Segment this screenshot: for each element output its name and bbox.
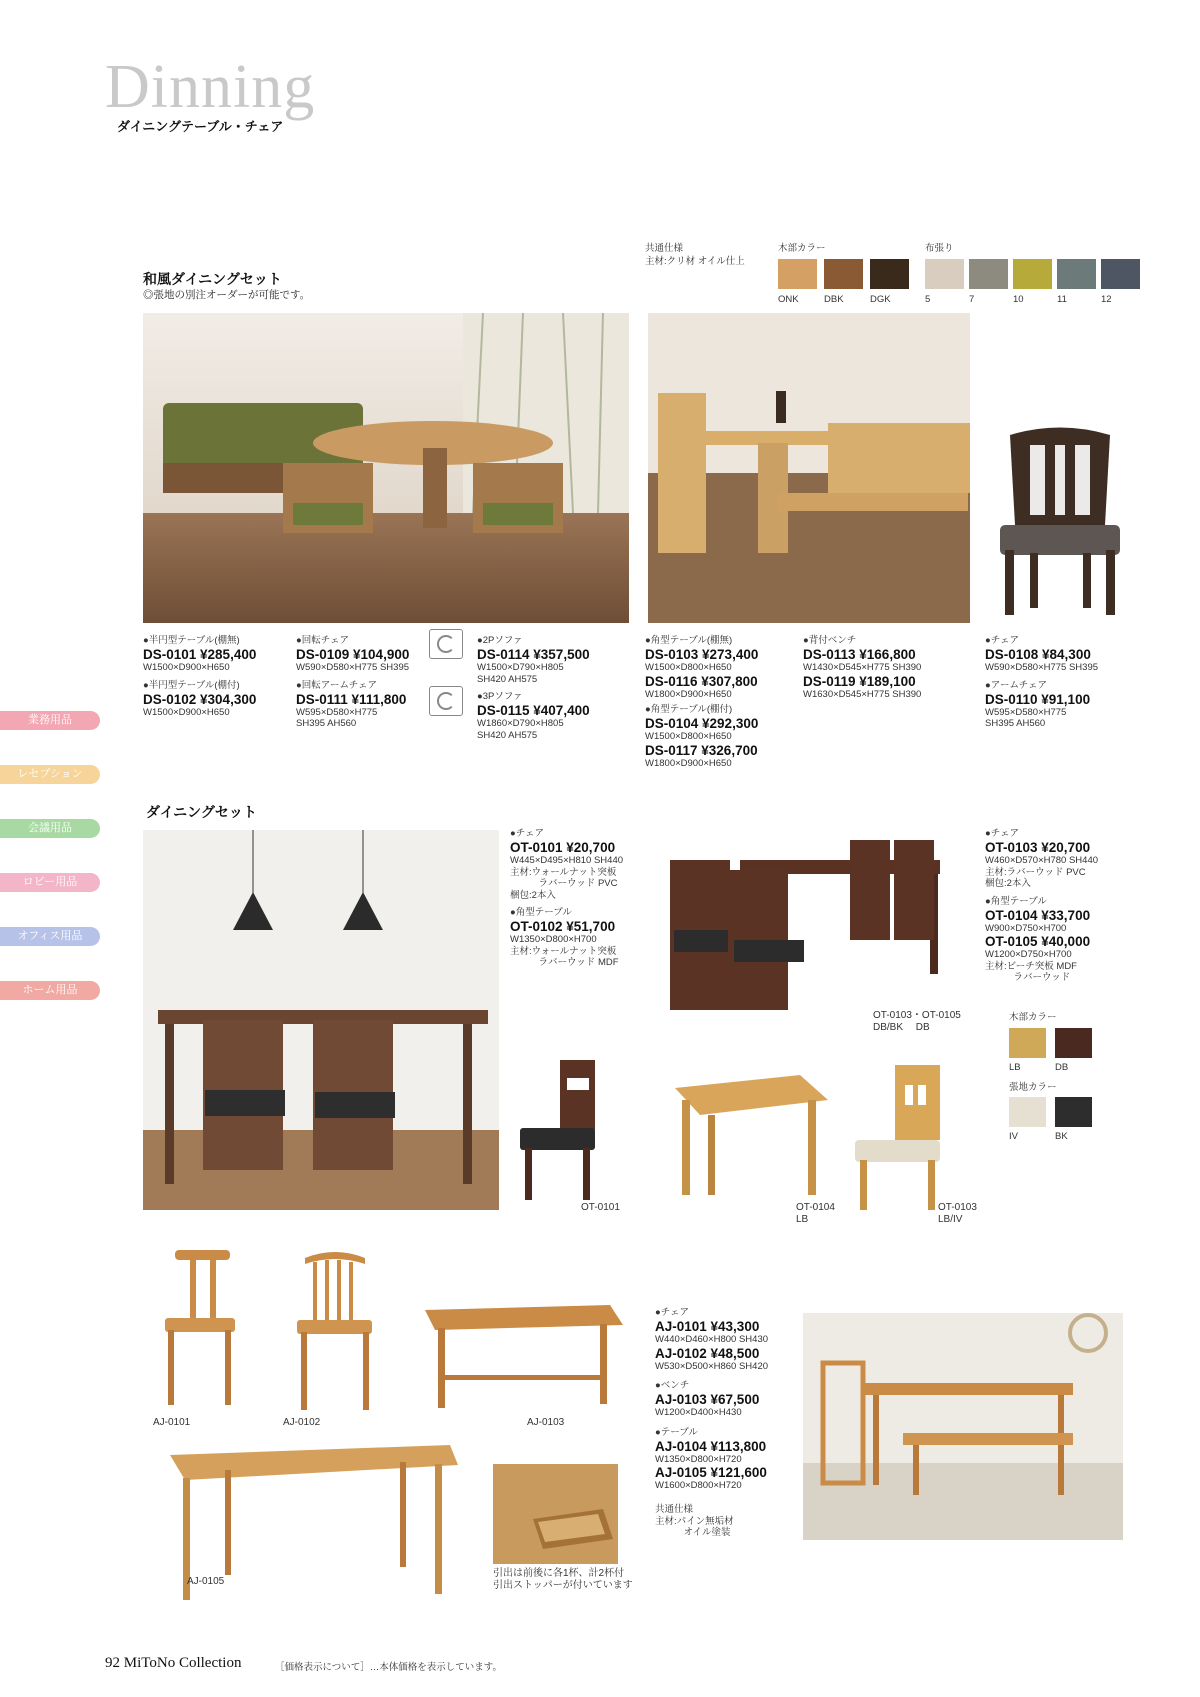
dining-right-info xyxy=(985,828,1098,984)
dining-fabric-label: 張地カラー xyxy=(1009,1082,1057,1093)
wood-swatch xyxy=(1009,1028,1046,1058)
product-price: DS-0102 ¥304,300 xyxy=(143,691,257,707)
footer-note: ［価格表示について］…本体価格を表示しています。 xyxy=(275,1662,503,1673)
fabric-swatch xyxy=(969,259,1008,289)
wafu-set-photo-2 xyxy=(648,313,970,623)
product-spec: W1500×D900×H650 xyxy=(143,662,230,673)
swatch-code: IV xyxy=(1009,1131,1018,1142)
product-label: ●ベンチ xyxy=(655,1380,690,1391)
section-title-wafu: 和風ダイニングセット xyxy=(143,271,282,287)
common-spec-label: 共通仕様 xyxy=(645,243,684,254)
wafu-chair-photo xyxy=(995,425,1125,620)
drawer-note-line: 引出ストッパーが付いています xyxy=(493,1580,633,1591)
wafu-col-swivel-chair xyxy=(296,635,409,736)
swatch-code: 11 xyxy=(1057,294,1067,305)
swatch-code: 12 xyxy=(1101,294,1112,305)
product-price: DS-0101 ¥285,400 xyxy=(143,647,257,662)
product-spec: W1800×D900×H650 xyxy=(645,688,732,700)
product-spec: W595×D580×H775 xyxy=(985,706,1067,718)
product-price: DS-0110 ¥91,100 xyxy=(985,691,1091,707)
product-spec: W1430×D545×H775 SH390 xyxy=(803,662,922,673)
dining-left-info xyxy=(510,828,623,969)
product-spec: ラバーウッド MDF xyxy=(510,957,619,968)
product-price: OT-0101 ¥20,700 xyxy=(510,840,616,855)
product-label: ●角型テーブル xyxy=(510,907,572,918)
chair-AJ-0102 xyxy=(285,1250,380,1410)
product-spec: W1500×D800×H650 xyxy=(645,662,732,673)
fabric-swatch xyxy=(1013,259,1052,289)
dining-set-photo xyxy=(143,830,499,1210)
wood-color-label: 木部カラー xyxy=(778,243,826,254)
drawer-note-line: 引出は前後に各1杯、計2杯付 xyxy=(493,1568,625,1579)
side-tab[interactable]: 業務用品 xyxy=(0,711,100,730)
product-group xyxy=(477,635,590,685)
product-price: DS-0117 ¥326,700 xyxy=(645,742,758,758)
fabric-swatch xyxy=(1057,259,1096,289)
page-subtitle: ダイニングテーブル・チェア xyxy=(117,119,284,134)
product-spec: ラバーウッド PVC xyxy=(510,878,618,889)
product-label: ●チェア xyxy=(985,828,1019,839)
common-spec-label: 共通仕様 xyxy=(655,1503,694,1515)
caption-line: DB/BK DB xyxy=(873,1022,930,1033)
wafu-col-chair xyxy=(985,635,1098,736)
caption-set xyxy=(873,1010,961,1034)
product-spec: W1500×D790×H805 xyxy=(477,662,564,673)
wafu-note: ◎張地の別注オーダーが可能です。 xyxy=(143,289,311,301)
swatch-code: 5 xyxy=(925,294,931,305)
wafu-col-sofa xyxy=(477,635,590,747)
wafu-col-square-table xyxy=(645,635,758,773)
product-price: DS-0111 ¥111,800 xyxy=(296,691,407,707)
product-price: DS-0104 ¥292,300 xyxy=(645,716,759,731)
wood-swatch xyxy=(778,259,817,289)
product-spec: W445×D495×H810 SH440 xyxy=(510,855,624,866)
product-label: ●チェア xyxy=(510,828,544,839)
product-price: OT-0102 ¥51,700 xyxy=(510,919,616,934)
product-spec: W1600×D800×H720 xyxy=(655,1480,742,1491)
aj-set-photo xyxy=(803,1313,1123,1540)
dining-wood-label: 木部カラー xyxy=(1009,1012,1057,1023)
product-price: DS-0113 ¥166,800 xyxy=(803,647,916,662)
product-label: ●アームチェア xyxy=(985,679,1047,691)
chair-AJ-0101 xyxy=(150,1250,240,1405)
product-spec: W590×D580×H775 SH395 xyxy=(985,662,1099,673)
swatch-code: DGK xyxy=(870,294,891,305)
fabric-color-label: 布張り xyxy=(925,243,954,254)
product-price: OT-0105 ¥40,000 xyxy=(985,934,1091,949)
aj-info xyxy=(655,1307,768,1539)
page-title: Dinning xyxy=(105,53,316,121)
rotation-icon xyxy=(429,686,463,716)
wafu-col-bench xyxy=(803,635,921,704)
wood-swatch xyxy=(824,259,863,289)
swatch-code: 10 xyxy=(1013,294,1024,305)
product-group xyxy=(985,680,1098,730)
product-price: AJ-0105 ¥121,600 xyxy=(655,1465,767,1480)
wood-swatch xyxy=(1055,1028,1092,1058)
swatch-code: LB xyxy=(1009,1062,1021,1073)
product-price: DS-0109 ¥104,900 xyxy=(296,647,410,662)
drawer-note xyxy=(493,1568,633,1592)
swatch-code: ONK xyxy=(778,294,799,305)
common-spec-material: 主材:クリ材 オイル仕上 xyxy=(645,256,745,267)
product-spec: SH395 AH560 xyxy=(296,718,357,729)
product-group xyxy=(296,680,409,730)
caption-AJ-0102: AJ-0102 xyxy=(283,1417,321,1428)
fabric-swatch xyxy=(1009,1097,1046,1127)
product-price: DS-0116 ¥307,800 xyxy=(645,673,758,689)
caption-line: OT-0104 xyxy=(796,1202,835,1213)
product-label: ●角型テーブル xyxy=(985,895,1047,907)
product-label: ●チェア xyxy=(655,1307,689,1318)
product-spec: 主材:ラバーウッド PVC xyxy=(985,866,1086,878)
product-spec: SH395 AH560 xyxy=(985,718,1046,729)
fabric-swatch xyxy=(925,259,964,289)
product-spec: 梱包:2本入 xyxy=(510,889,556,901)
product-spec: SH420 AH575 xyxy=(477,729,538,741)
product-price: OT-0103 ¥20,700 xyxy=(985,840,1091,855)
product-spec: W590×D580×H775 SH395 xyxy=(296,662,410,673)
product-spec: W1200×D750×H700 xyxy=(985,949,1072,960)
product-price: DS-0119 ¥189,100 xyxy=(803,673,916,689)
product-group xyxy=(985,635,1098,674)
swatch-code: BK xyxy=(1055,1131,1068,1142)
common-spec: 主材:パイン無垢材 xyxy=(655,1515,734,1527)
product-price: AJ-0102 ¥48,500 xyxy=(655,1345,760,1361)
product-label: ●3Pソファ xyxy=(477,691,523,702)
caption-OT-0103 xyxy=(938,1202,977,1226)
product-spec: W1860×D790×H805 xyxy=(477,718,564,729)
side-tab[interactable]: ホーム用品 xyxy=(0,981,100,1000)
product-spec: W595×D580×H775 xyxy=(296,706,378,718)
product-spec: W1350×D800×H700 xyxy=(510,934,597,945)
caption-line: LB xyxy=(796,1214,809,1225)
product-spec: 主材:ウォールナット突板 xyxy=(510,866,617,878)
product-price: OT-0104 ¥33,700 xyxy=(985,907,1091,923)
swatch-code: 7 xyxy=(969,294,975,305)
product-label: ●背付ベンチ xyxy=(803,635,857,646)
caption-AJ-0103: AJ-0103 xyxy=(527,1417,565,1428)
wafu-set-photo-1 xyxy=(143,313,629,623)
dining-set-cutout xyxy=(670,835,970,1010)
caption-OT-0101: OT-0101 xyxy=(581,1202,620,1213)
product-group xyxy=(143,680,256,719)
rotation-icon xyxy=(429,629,463,659)
caption-OT-0104 xyxy=(796,1202,835,1226)
product-spec: W530×D500×H860 SH420 xyxy=(655,1360,769,1372)
product-label: ●角型テーブル(棚無) xyxy=(645,635,733,646)
product-spec: W460×D570×H780 SH440 xyxy=(985,855,1099,866)
product-label: ●2Pソファ xyxy=(477,635,523,646)
product-spec: W440×D460×H800 SH430 xyxy=(655,1334,769,1345)
product-label: ●半円型テーブル(棚無) xyxy=(143,635,240,646)
product-spec: W1630×D545×H775 SH390 xyxy=(803,688,922,700)
wood-swatch xyxy=(870,259,909,289)
caption-AJ-0101: AJ-0101 xyxy=(153,1417,191,1428)
product-group xyxy=(143,635,256,674)
wafu-col-round-table xyxy=(143,635,256,724)
product-group xyxy=(645,635,758,700)
side-tab[interactable]: ロビー用品 xyxy=(0,873,100,892)
product-label: ●半円型テーブル(棚付) xyxy=(143,679,240,691)
product-spec: W1500×D800×H650 xyxy=(645,731,732,742)
side-tab[interactable]: レセプション xyxy=(0,765,100,784)
product-price: AJ-0101 ¥43,300 xyxy=(655,1319,760,1334)
product-price: DS-0108 ¥84,300 xyxy=(985,647,1091,662)
product-spec: 主材:ビーチ突板 MDF xyxy=(985,960,1077,972)
product-spec: 梱包:2本入 xyxy=(985,878,1031,889)
fabric-swatch xyxy=(1101,259,1140,289)
product-label: ●テーブル xyxy=(655,1426,698,1438)
product-label: ●角型テーブル(棚付) xyxy=(645,704,733,715)
product-group xyxy=(803,635,921,700)
chair-OT-0103 xyxy=(850,1065,950,1210)
product-group xyxy=(645,704,758,769)
product-spec: W1500×D900×H650 xyxy=(143,706,230,718)
product-price: DS-0115 ¥407,400 xyxy=(477,703,590,718)
caption-line: OT-0103・OT-0105 xyxy=(873,1010,961,1021)
product-group xyxy=(477,691,590,741)
footer-page-collection: 92 MiToNo Collection xyxy=(105,1655,242,1671)
section-title-dining: ダイニングセット xyxy=(146,804,257,820)
product-spec: ラバーウッド xyxy=(985,972,1071,983)
product-label: ●回転アームチェア xyxy=(296,679,377,691)
swatch-code: DBK xyxy=(824,294,844,305)
product-spec: SH420 AH575 xyxy=(477,673,538,685)
drawer-detail-photo xyxy=(493,1464,618,1564)
product-spec: W1800×D900×H650 xyxy=(645,757,732,769)
caption-line: OT-0103 xyxy=(938,1202,977,1213)
product-price: AJ-0103 ¥67,500 xyxy=(655,1392,760,1407)
product-price: DS-0103 ¥273,400 xyxy=(645,647,759,662)
product-label: ●回転チェア xyxy=(296,635,349,646)
common-spec: オイル塗装 xyxy=(655,1527,731,1538)
chair-OT-0101 xyxy=(515,1060,605,1200)
product-spec: W1200×D400×H430 xyxy=(655,1407,742,1418)
product-group xyxy=(296,635,409,674)
bench-AJ-0103 xyxy=(420,1300,625,1410)
swatch-code: DB xyxy=(1055,1062,1069,1073)
product-spec: W900×D750×H700 xyxy=(985,922,1067,934)
product-price: DS-0114 ¥357,500 xyxy=(477,647,590,662)
side-tab[interactable]: 会議用品 xyxy=(0,819,100,838)
product-spec: W1350×D800×H720 xyxy=(655,1453,742,1465)
product-label: ●チェア xyxy=(985,635,1019,646)
product-price: AJ-0104 ¥113,800 xyxy=(655,1438,767,1454)
caption-line: LB/IV xyxy=(938,1214,963,1225)
caption-AJ-0105: AJ-0105 xyxy=(187,1576,225,1587)
table-OT-0104 xyxy=(670,1070,830,1200)
product-spec: 主材:ウォールナット突板 xyxy=(510,945,617,957)
side-tab[interactable]: オフィス用品 xyxy=(0,927,100,946)
fabric-swatch xyxy=(1055,1097,1092,1127)
